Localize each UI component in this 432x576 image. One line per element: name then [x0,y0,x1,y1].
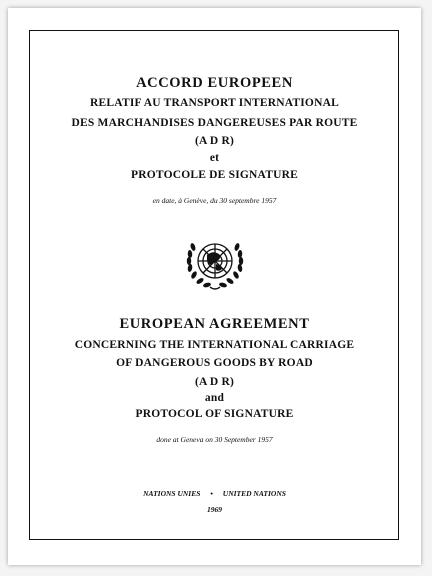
english-conjunction: and [204,392,225,404]
french-conjunction: et [209,152,220,164]
french-date: en date, à Genève, du 30 septembre 1957 [152,196,277,205]
publisher-separator: • [210,489,213,498]
english-protocol: PROTOCOL OF SIGNATURE [135,408,294,420]
english-subtitle-line-1: CONCERNING THE INTERNATIONAL CARRIAGE [74,339,355,351]
english-title: EUROPEAN AGREEMENT [119,316,310,332]
english-subtitle-line-2: OF DANGEROUS GOODS BY ROAD [116,357,313,369]
publisher-line [8,490,421,498]
french-abbreviation: (A D R) [194,135,235,147]
english-abbreviation: (A D R) [194,376,235,388]
french-protocol: PROTOCOLE DE SIGNATURE [131,169,298,181]
un-emblem-icon [179,233,251,297]
english-date: done at Geneva on 30 September 1957 [156,435,273,444]
publisher-english: UNITED NATIONS [222,489,286,498]
french-title: ACCORD EUROPEEN [136,75,293,91]
french-subtitle-line-1: RELATIF AU TRANSPORT INTERNATIONAL [90,97,339,109]
document-page [8,8,421,565]
french-subtitle-line-2: DES MARCHANDISES DANGEREUSES PAR ROUTE [71,117,358,129]
publisher-french: NATIONS UNIES [143,489,201,498]
publication-year: 1969 [207,505,222,514]
